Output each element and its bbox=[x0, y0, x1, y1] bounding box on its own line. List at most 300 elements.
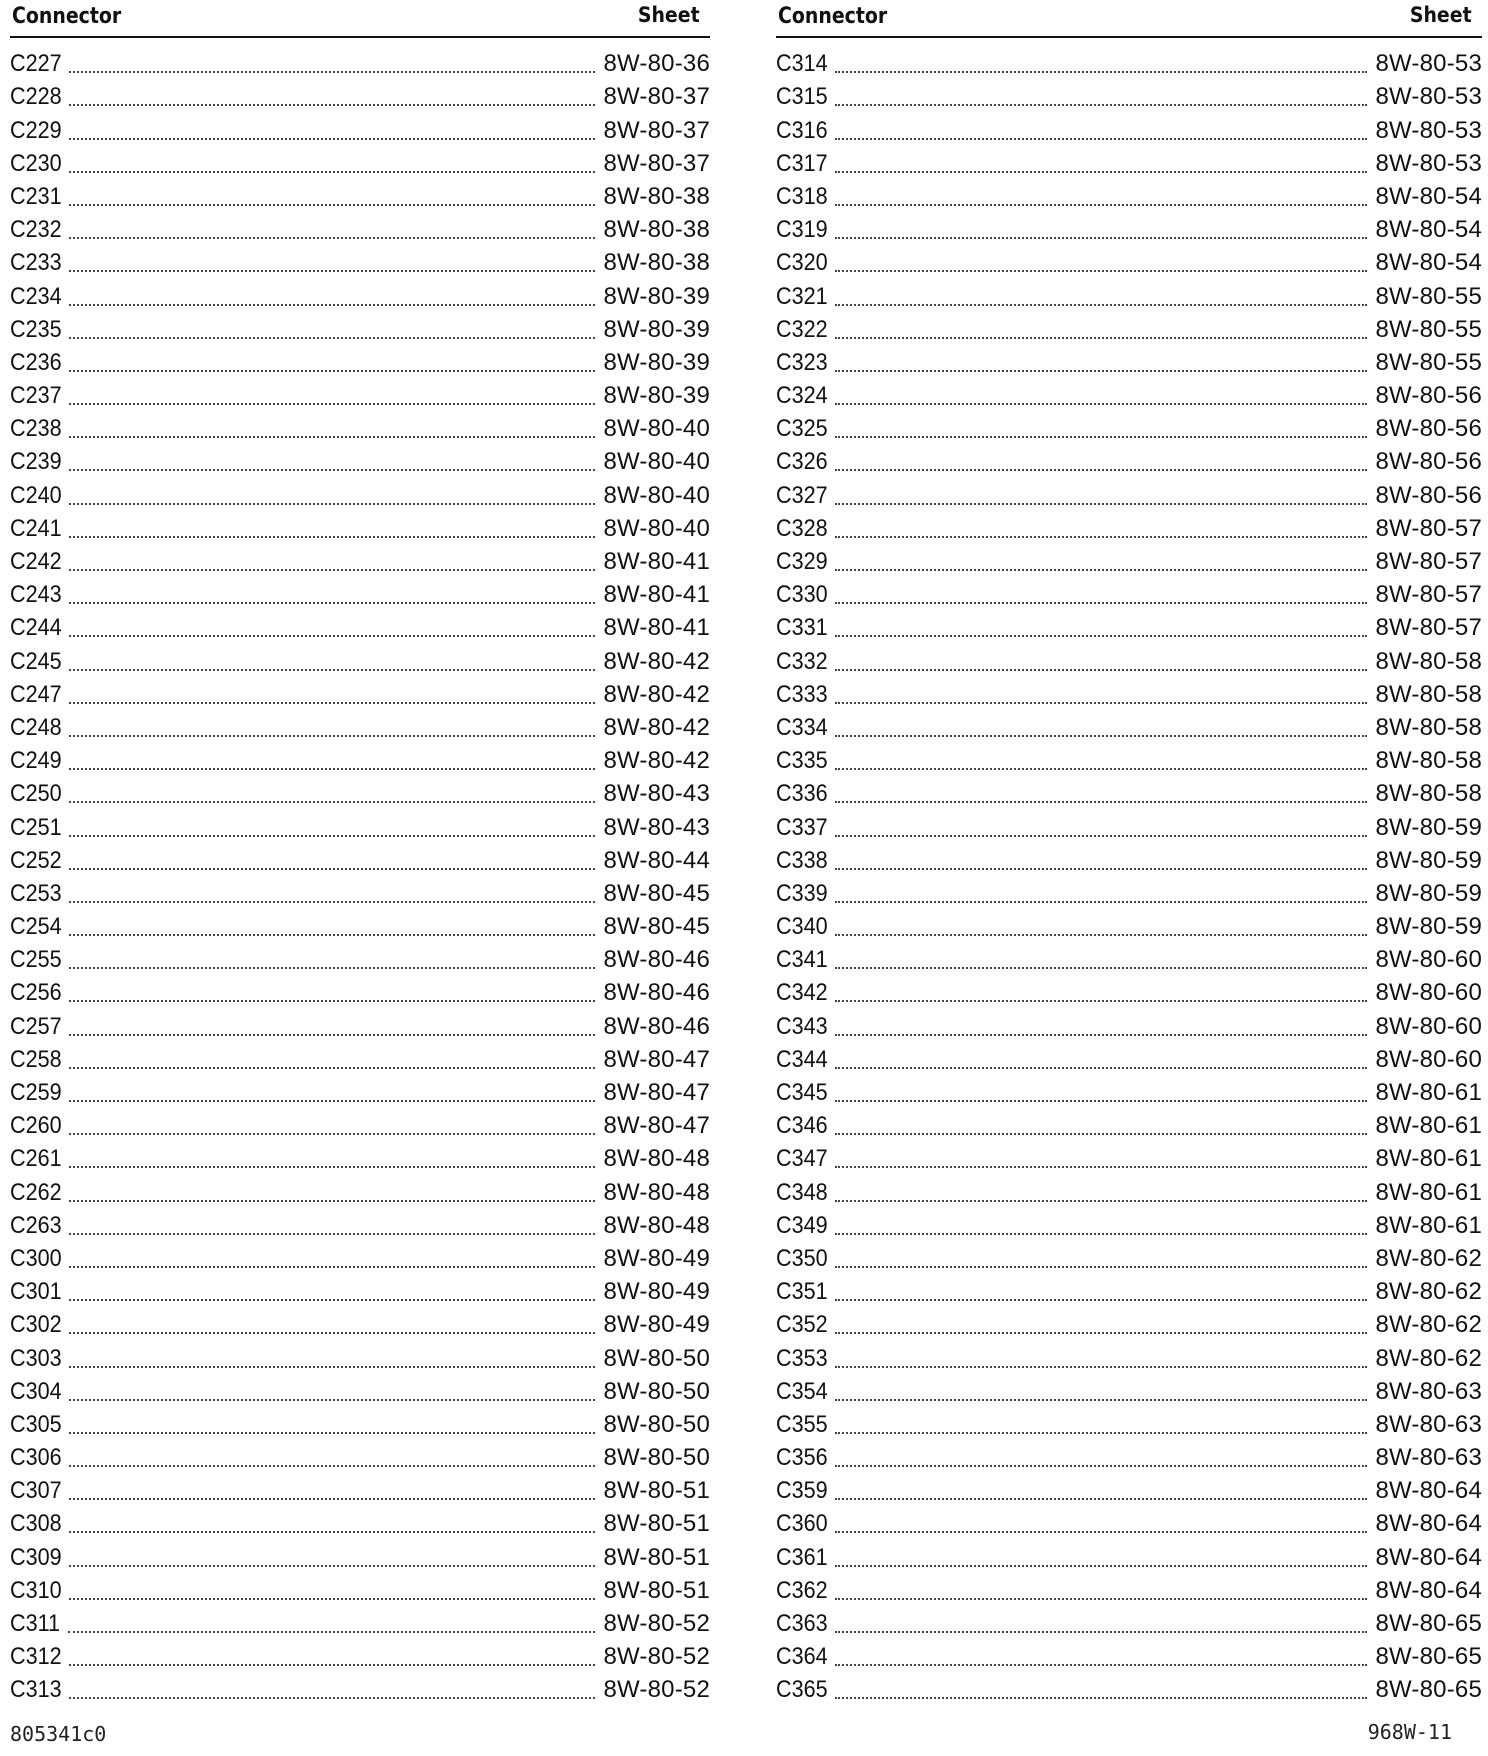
sheet-reference: 8W-80-54 bbox=[1375, 216, 1482, 244]
dot-leader bbox=[69, 867, 595, 870]
connector-id: C341 bbox=[776, 946, 828, 974]
sheet-reference: 8W-80-53 bbox=[1375, 116, 1482, 144]
connector-id: C328 bbox=[776, 514, 828, 542]
list-item bbox=[776, 1173, 1482, 1206]
connector-id: C311 bbox=[10, 1610, 61, 1637]
list-item bbox=[776, 1538, 1482, 1571]
connector-id: C345 bbox=[776, 1079, 828, 1106]
list-item bbox=[776, 377, 1482, 410]
sheet-reference: 8W-80-38 bbox=[603, 216, 710, 244]
sheet-reference: 8W-80-43 bbox=[603, 780, 710, 808]
dot-leader bbox=[835, 170, 1367, 173]
sheet-reference: 8W-80-55 bbox=[1375, 282, 1482, 310]
document-code: 805341c0 bbox=[10, 1722, 107, 1746]
dot-leader bbox=[69, 634, 595, 637]
connector-id: C234 bbox=[10, 282, 62, 310]
sheet-reference: 8W-80-41 bbox=[603, 548, 710, 575]
dot-leader bbox=[69, 1132, 595, 1135]
right-column bbox=[776, 0, 1482, 1704]
sheet-reference: 8W-80-58 bbox=[1375, 713, 1482, 741]
connector-id: C258 bbox=[10, 1045, 62, 1073]
sheet-reference: 8W-80-56 bbox=[1375, 415, 1482, 443]
list-item bbox=[10, 808, 710, 841]
dot-leader bbox=[69, 1530, 595, 1533]
list-item bbox=[776, 1306, 1482, 1339]
list-item bbox=[776, 45, 1482, 78]
dot-leader bbox=[69, 535, 595, 538]
connector-id: C310 bbox=[10, 1576, 62, 1604]
list-item bbox=[776, 875, 1482, 908]
list-item bbox=[10, 609, 710, 642]
list-item bbox=[10, 1505, 710, 1538]
sheet-reference: 8W-80-43 bbox=[603, 813, 710, 841]
connector-id: C356 bbox=[776, 1444, 828, 1472]
list-item bbox=[10, 974, 710, 1007]
sheet-reference: 8W-80-49 bbox=[603, 1244, 710, 1272]
sheet-reference: 8W-80-53 bbox=[1375, 50, 1482, 78]
dot-leader bbox=[835, 1033, 1367, 1036]
dot-leader bbox=[835, 70, 1367, 73]
dot-leader bbox=[835, 1066, 1367, 1069]
dot-leader bbox=[835, 535, 1367, 538]
connector-id: C307 bbox=[10, 1477, 62, 1505]
dot-leader bbox=[69, 1663, 595, 1666]
list-item bbox=[10, 1339, 710, 1372]
sheet-reference: 8W-80-46 bbox=[603, 1012, 710, 1040]
dot-leader bbox=[69, 701, 595, 704]
connector-id: C359 bbox=[776, 1477, 828, 1505]
sheet-reference: 8W-80-51 bbox=[603, 1543, 710, 1571]
sheet-reference: 8W-80-59 bbox=[1375, 879, 1482, 907]
dot-leader bbox=[835, 1663, 1367, 1666]
connector-id: C260 bbox=[10, 1112, 62, 1140]
dot-leader bbox=[835, 668, 1367, 671]
connector-id: C331 bbox=[776, 614, 828, 642]
sheet-reference: 8W-80-61 bbox=[1375, 1112, 1482, 1140]
connector-id: C308 bbox=[10, 1510, 62, 1538]
list-item bbox=[776, 476, 1482, 509]
dot-leader bbox=[69, 1597, 595, 1600]
dot-leader bbox=[835, 1331, 1367, 1334]
sheet-reference: 8W-80-59 bbox=[1375, 846, 1482, 874]
dot-leader bbox=[69, 269, 595, 272]
list-item bbox=[776, 1041, 1482, 1074]
dot-leader bbox=[69, 933, 595, 936]
sheet-reference: 8W-80-55 bbox=[1375, 348, 1482, 376]
dot-leader bbox=[69, 734, 595, 737]
connector-id: C250 bbox=[10, 780, 62, 808]
dot-leader bbox=[69, 1033, 595, 1036]
dot-leader bbox=[69, 502, 595, 505]
list-item bbox=[776, 1074, 1482, 1107]
dot-leader bbox=[69, 137, 595, 140]
dot-leader bbox=[835, 1165, 1367, 1168]
list-item bbox=[10, 1671, 710, 1704]
connector-id: C255 bbox=[10, 946, 62, 974]
list-item bbox=[776, 1505, 1482, 1538]
dot-leader bbox=[69, 601, 595, 604]
connector-id: C227 bbox=[10, 50, 62, 78]
sheet-reference: 8W-80-47 bbox=[603, 1045, 710, 1073]
sheet-reference: 8W-80-45 bbox=[603, 913, 710, 941]
right-column-header bbox=[776, 0, 1482, 38]
sheet-reference: 8W-80-52 bbox=[603, 1610, 710, 1637]
sheet-reference: 8W-80-61 bbox=[1375, 1079, 1482, 1106]
list-item bbox=[776, 1439, 1482, 1472]
list-item bbox=[10, 908, 710, 941]
connector-id: C350 bbox=[776, 1244, 828, 1272]
connector-id: C335 bbox=[776, 747, 828, 775]
connector-id: C306 bbox=[10, 1444, 62, 1472]
sheet-reference: 8W-80-40 bbox=[603, 448, 710, 476]
dot-leader bbox=[835, 1597, 1367, 1600]
sheet-reference: 8W-80-42 bbox=[603, 647, 710, 675]
sheet-reference: 8W-80-64 bbox=[1375, 1510, 1482, 1538]
dot-leader bbox=[835, 1099, 1367, 1102]
dot-leader bbox=[69, 402, 595, 405]
list-item bbox=[776, 1671, 1482, 1704]
dot-leader bbox=[69, 1365, 595, 1368]
connector-id: C348 bbox=[776, 1178, 828, 1206]
sheet-reference: 8W-80-42 bbox=[603, 713, 710, 741]
connector-id: C363 bbox=[776, 1610, 828, 1637]
sheet-reference: 8W-80-37 bbox=[603, 83, 710, 111]
dot-leader bbox=[69, 1232, 595, 1235]
sheet-reference: 8W-80-47 bbox=[603, 1112, 710, 1140]
connector-id: C334 bbox=[776, 713, 828, 741]
list-item bbox=[776, 1007, 1482, 1040]
connector-id: C239 bbox=[10, 448, 62, 476]
sheet-reference: 8W-80-61 bbox=[1375, 1211, 1482, 1239]
list-item bbox=[776, 344, 1482, 377]
dot-leader bbox=[835, 1199, 1367, 1202]
connector-id: C319 bbox=[776, 216, 828, 244]
dot-leader bbox=[835, 867, 1367, 870]
list-item bbox=[10, 476, 710, 509]
list-item bbox=[10, 676, 710, 709]
sheet-reference: 8W-80-40 bbox=[603, 481, 710, 509]
list-item bbox=[10, 211, 710, 244]
sheet-reference: 8W-80-49 bbox=[603, 1311, 710, 1339]
connector-id: C252 bbox=[10, 846, 62, 874]
connector-id: C349 bbox=[776, 1211, 828, 1239]
connector-id: C360 bbox=[776, 1510, 828, 1538]
sheet-reference: 8W-80-65 bbox=[1375, 1610, 1482, 1637]
connector-id: C365 bbox=[776, 1676, 828, 1704]
page-number: 968W-11 bbox=[1367, 1720, 1452, 1744]
sheet-reference: 8W-80-37 bbox=[603, 116, 710, 144]
list-item bbox=[10, 775, 710, 808]
dot-leader bbox=[69, 203, 595, 206]
connector-id: C336 bbox=[776, 780, 828, 808]
sheet-reference: 8W-80-61 bbox=[1375, 1178, 1482, 1206]
connector-id: C262 bbox=[10, 1178, 62, 1206]
connector-id: C352 bbox=[776, 1311, 828, 1339]
list-item bbox=[776, 1472, 1482, 1505]
connector-id: C244 bbox=[10, 614, 62, 642]
dot-leader bbox=[69, 1398, 595, 1401]
dot-leader bbox=[69, 1464, 595, 1467]
dot-leader bbox=[69, 834, 595, 837]
connector-id: C251 bbox=[10, 813, 62, 841]
list-item bbox=[10, 941, 710, 974]
dot-leader bbox=[835, 1497, 1367, 1500]
sheet-reference: 8W-80-48 bbox=[603, 1211, 710, 1239]
sheet-reference: 8W-80-50 bbox=[603, 1444, 710, 1472]
dot-leader bbox=[69, 800, 595, 803]
dot-leader bbox=[69, 767, 595, 770]
connector-id: C230 bbox=[10, 149, 62, 177]
dot-leader bbox=[69, 435, 595, 438]
list-item bbox=[10, 1406, 710, 1439]
connector-id: C333 bbox=[776, 680, 828, 708]
dot-leader bbox=[835, 1630, 1367, 1633]
dot-leader bbox=[69, 1696, 595, 1699]
sheet-reference: 8W-80-62 bbox=[1375, 1244, 1482, 1272]
connector-id: C263 bbox=[10, 1211, 62, 1239]
sheet-reference: 8W-80-38 bbox=[603, 182, 710, 210]
list-item bbox=[10, 1041, 710, 1074]
dot-leader bbox=[835, 1132, 1367, 1135]
dot-leader bbox=[835, 103, 1367, 106]
list-item bbox=[10, 642, 710, 675]
list-item bbox=[10, 277, 710, 310]
list-item bbox=[10, 145, 710, 178]
connector-id: C344 bbox=[776, 1045, 828, 1073]
list-item bbox=[776, 775, 1482, 808]
dot-leader bbox=[835, 1564, 1367, 1567]
connector-id: C342 bbox=[776, 979, 828, 1007]
list-item bbox=[10, 875, 710, 908]
dot-leader bbox=[835, 435, 1367, 438]
list-item bbox=[776, 1339, 1482, 1372]
dot-leader bbox=[69, 999, 595, 1002]
list-item bbox=[10, 709, 710, 742]
list-item bbox=[776, 676, 1482, 709]
sheet-reference: 8W-80-48 bbox=[603, 1178, 710, 1206]
list-item bbox=[10, 443, 710, 476]
list-item bbox=[776, 443, 1482, 476]
list-item bbox=[776, 1107, 1482, 1140]
connector-id: C323 bbox=[776, 348, 828, 376]
connector-id: C317 bbox=[776, 149, 828, 177]
left-connector-list bbox=[10, 45, 710, 1704]
list-item bbox=[10, 178, 710, 211]
sheet-reference: 8W-80-44 bbox=[603, 846, 710, 874]
list-item bbox=[10, 1439, 710, 1472]
connector-column-heading: Connector bbox=[12, 4, 122, 29]
dot-leader bbox=[835, 1232, 1367, 1235]
list-item bbox=[10, 1107, 710, 1140]
connector-id: C254 bbox=[10, 913, 62, 941]
list-item bbox=[776, 244, 1482, 277]
dot-leader bbox=[69, 1199, 595, 1202]
connector-id: C321 bbox=[776, 282, 828, 310]
connector-id: C305 bbox=[10, 1410, 62, 1438]
connector-id: C338 bbox=[776, 846, 828, 874]
dot-leader bbox=[69, 1497, 595, 1500]
dot-leader bbox=[835, 303, 1367, 306]
connector-id: C302 bbox=[10, 1311, 62, 1339]
sheet-reference: 8W-80-54 bbox=[1375, 249, 1482, 277]
dot-leader bbox=[835, 402, 1367, 405]
sheet-reference: 8W-80-53 bbox=[1375, 149, 1482, 177]
sheet-reference: 8W-80-52 bbox=[603, 1643, 710, 1671]
connector-id: C249 bbox=[10, 747, 62, 775]
left-column bbox=[10, 0, 710, 1704]
sheet-reference: 8W-80-46 bbox=[603, 979, 710, 1007]
dot-leader bbox=[835, 269, 1367, 272]
sheet-reference: 8W-80-48 bbox=[603, 1145, 710, 1173]
connector-id: C326 bbox=[776, 448, 828, 476]
left-column-header bbox=[10, 0, 710, 38]
connector-id: C257 bbox=[10, 1012, 62, 1040]
dot-leader bbox=[835, 601, 1367, 604]
sheet-reference: 8W-80-62 bbox=[1375, 1278, 1482, 1306]
list-item bbox=[776, 1273, 1482, 1306]
connector-id: C309 bbox=[10, 1543, 62, 1571]
connector-id: C318 bbox=[776, 182, 828, 210]
list-item bbox=[776, 277, 1482, 310]
dot-leader bbox=[69, 668, 595, 671]
connector-id: C240 bbox=[10, 481, 62, 509]
connector-id: C248 bbox=[10, 713, 62, 741]
connector-id: C229 bbox=[10, 116, 62, 144]
connector-id: C253 bbox=[10, 879, 62, 907]
connector-id: C237 bbox=[10, 382, 62, 410]
list-item bbox=[776, 178, 1482, 211]
sheet-reference: 8W-80-60 bbox=[1375, 1045, 1482, 1073]
sheet-reference: 8W-80-57 bbox=[1375, 581, 1482, 609]
connector-id: C340 bbox=[776, 913, 828, 941]
sheet-reference: 8W-80-50 bbox=[603, 1344, 710, 1372]
list-item bbox=[10, 410, 710, 443]
list-item bbox=[776, 709, 1482, 742]
sheet-column-heading: Sheet bbox=[638, 3, 700, 27]
list-item bbox=[10, 45, 710, 78]
sheet-reference: 8W-80-39 bbox=[603, 315, 710, 343]
sheet-reference: 8W-80-56 bbox=[1375, 382, 1482, 410]
dot-leader bbox=[835, 834, 1367, 837]
list-item bbox=[10, 1240, 710, 1273]
sheet-reference: 8W-80-41 bbox=[603, 581, 710, 609]
connector-id: C259 bbox=[10, 1079, 62, 1106]
list-item bbox=[776, 211, 1482, 244]
list-item bbox=[776, 1605, 1482, 1638]
dot-leader bbox=[835, 1530, 1367, 1533]
connector-id: C362 bbox=[776, 1576, 828, 1604]
sheet-reference: 8W-80-53 bbox=[1375, 83, 1482, 111]
list-item bbox=[10, 78, 710, 111]
dot-leader bbox=[69, 369, 595, 372]
list-item bbox=[776, 1240, 1482, 1273]
connector-id: C316 bbox=[776, 116, 828, 144]
connector-id: C315 bbox=[776, 83, 828, 111]
dot-leader bbox=[69, 1265, 595, 1268]
list-item bbox=[10, 1074, 710, 1107]
dot-leader bbox=[69, 900, 595, 903]
sheet-reference: 8W-80-54 bbox=[1375, 182, 1482, 210]
sheet-reference: 8W-80-65 bbox=[1375, 1676, 1482, 1704]
sheet-column-heading: Sheet bbox=[1410, 3, 1472, 27]
connector-id: C233 bbox=[10, 249, 62, 277]
list-item bbox=[776, 1572, 1482, 1605]
dot-leader bbox=[69, 1099, 595, 1102]
dot-leader bbox=[835, 137, 1367, 140]
list-item bbox=[10, 1538, 710, 1571]
list-item bbox=[776, 742, 1482, 775]
dot-leader bbox=[835, 1431, 1367, 1434]
dot-leader bbox=[835, 1298, 1367, 1301]
sheet-reference: 8W-80-64 bbox=[1375, 1543, 1482, 1571]
sheet-reference: 8W-80-36 bbox=[603, 50, 710, 78]
sheet-reference: 8W-80-64 bbox=[1375, 1477, 1482, 1505]
sheet-reference: 8W-80-42 bbox=[603, 680, 710, 708]
dot-leader bbox=[835, 1265, 1367, 1268]
connector-id: C343 bbox=[776, 1012, 828, 1040]
sheet-reference: 8W-80-56 bbox=[1375, 481, 1482, 509]
sheet-reference: 8W-80-65 bbox=[1375, 1643, 1482, 1671]
dot-leader bbox=[69, 303, 595, 306]
list-item bbox=[776, 410, 1482, 443]
connector-id: C324 bbox=[776, 382, 828, 410]
dot-leader bbox=[835, 734, 1367, 737]
sheet-reference: 8W-80-40 bbox=[603, 514, 710, 542]
list-item bbox=[10, 543, 710, 576]
connector-id: C301 bbox=[10, 1278, 62, 1306]
sheet-reference: 8W-80-45 bbox=[603, 879, 710, 907]
list-item bbox=[10, 1373, 710, 1406]
dot-leader bbox=[835, 900, 1367, 903]
dot-leader bbox=[68, 1630, 596, 1633]
sheet-reference: 8W-80-62 bbox=[1375, 1311, 1482, 1339]
connector-id: C242 bbox=[10, 548, 62, 575]
sheet-reference: 8W-80-57 bbox=[1375, 514, 1482, 542]
sheet-reference: 8W-80-37 bbox=[603, 149, 710, 177]
connector-id: C322 bbox=[776, 315, 828, 343]
right-connector-list bbox=[776, 45, 1482, 1704]
sheet-reference: 8W-80-63 bbox=[1375, 1410, 1482, 1438]
dot-leader bbox=[69, 1066, 595, 1069]
connector-id: C261 bbox=[10, 1145, 62, 1173]
connector-id: C228 bbox=[10, 83, 62, 111]
list-item bbox=[10, 1306, 710, 1339]
list-item bbox=[10, 111, 710, 144]
dot-leader bbox=[835, 1365, 1367, 1368]
dot-leader bbox=[835, 933, 1367, 936]
sheet-reference: 8W-80-57 bbox=[1375, 548, 1482, 575]
dot-leader bbox=[835, 634, 1367, 637]
list-item bbox=[776, 510, 1482, 543]
connector-id: C247 bbox=[10, 680, 62, 708]
dot-leader bbox=[69, 70, 595, 73]
list-item bbox=[10, 1605, 710, 1638]
dot-leader bbox=[835, 369, 1367, 372]
dot-leader bbox=[835, 236, 1367, 239]
dot-leader bbox=[69, 1331, 595, 1334]
connector-id: C303 bbox=[10, 1344, 62, 1372]
connector-id: C361 bbox=[776, 1543, 828, 1571]
list-item bbox=[10, 742, 710, 775]
sheet-reference: 8W-80-51 bbox=[603, 1576, 710, 1604]
dot-leader bbox=[69, 1564, 595, 1567]
sheet-reference: 8W-80-59 bbox=[1375, 813, 1482, 841]
connector-id: C346 bbox=[776, 1112, 828, 1140]
list-item bbox=[10, 1273, 710, 1306]
dot-leader bbox=[835, 1696, 1367, 1699]
list-item bbox=[10, 1472, 710, 1505]
dot-leader bbox=[835, 336, 1367, 339]
